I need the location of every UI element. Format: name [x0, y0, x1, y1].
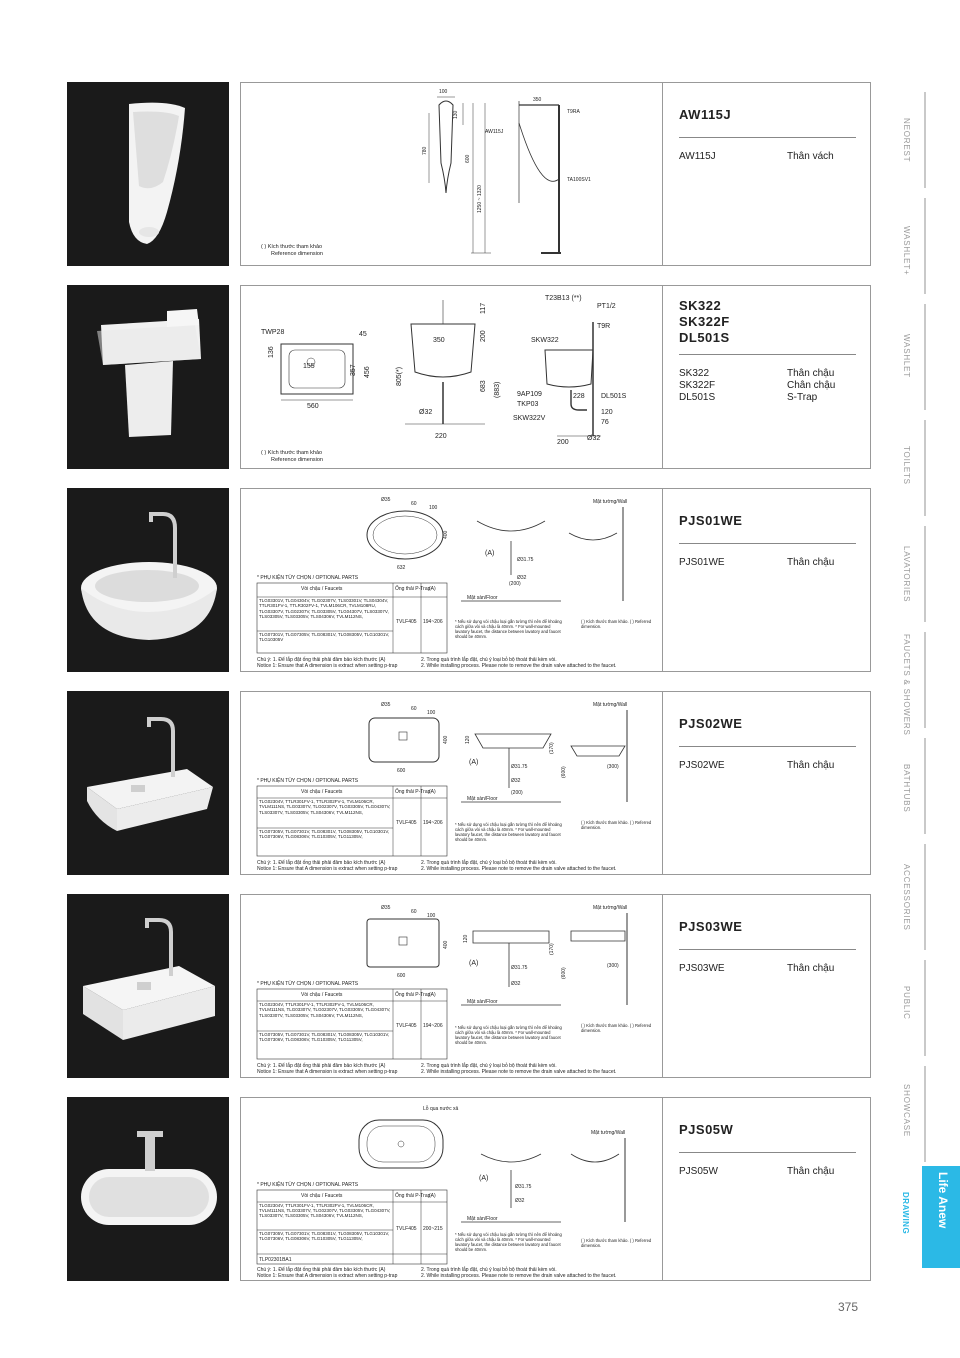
faucet-group-1: TLG02304V, TTLR301FV-1, TTLR302FV-1, TVLM106CR, TVLM111NS, TLG03307V, TLG02307V, TLG03305V, TLG04307V, TLS03307V, TLS03305V, TLS04306V, TVLM112NS, — [259, 1002, 391, 1018]
product-code: AW115J — [679, 107, 732, 122]
dim-label: (300) — [607, 764, 619, 770]
dim-label: 60 — [411, 706, 417, 712]
dim-label: Ø35 — [381, 497, 391, 503]
sidebar-tab-label: SHOWCASE — [902, 1084, 911, 1138]
model-desc: S-Trap — [787, 392, 818, 403]
notice2-en: 2. While installing process. Please note to remove the drain valve attached to the faucet. — [421, 1069, 617, 1075]
sidebar-divider — [924, 198, 926, 294]
notice2-vi: 2. Trong quá trình lắp đặt, chú ý loại bỏ bộ thoát thải kèm vòi. — [421, 1267, 557, 1273]
dim-label: Ø31.75 — [511, 965, 528, 971]
dim-label: 100 — [427, 913, 436, 919]
model-desc: Thân chậu — [787, 368, 835, 379]
model-desc: Thân vách — [787, 151, 834, 162]
faucet-group-3: TLP02301BA1 — [259, 1257, 292, 1263]
ref-note: ( ) Kích thước tham khảo — [261, 450, 323, 456]
ref-note: ( ) Kích thước tham khảo. ( ) Referred dimension. — [581, 619, 652, 629]
a-value: 194~206 — [423, 619, 443, 625]
wall-label: Mặt tường/Wall — [593, 702, 628, 708]
product-photo — [67, 894, 229, 1078]
notice-vi: Chú ý: 1. Để lắp đặt ống thải phải đảm bảo kích thước (A) — [257, 657, 386, 663]
model-name: AW115J — [679, 151, 716, 162]
dim-label: (300) — [607, 963, 619, 969]
model-name: SK322F — [679, 380, 716, 391]
dim-label: 780 — [422, 146, 428, 155]
part-label: 9AP109 — [517, 391, 542, 398]
dim-label: 120 — [601, 409, 613, 416]
technical-drawing — [240, 691, 720, 875]
product-row-sk322 — [67, 285, 871, 469]
divider — [679, 354, 856, 355]
sidebar-tab-label: WASHLET+ — [902, 226, 911, 276]
notice2-vi: 2. Trong quá trình lắp đặt, chú ý loại bỏ bộ thoát thải kèm vòi. — [421, 1063, 557, 1069]
wall-label: Mặt tường/Wall — [591, 1130, 626, 1136]
parts-title: * PHỤ KIỆN TÙY CHỌN / OPTIONAL PARTS — [257, 778, 359, 784]
sidebar-tab-label: WASHLET — [902, 334, 911, 378]
model-name: PJS03WE — [679, 963, 725, 974]
product-row-pjs05w — [67, 1097, 871, 1281]
notice-vi: Chú ý: 1. Để lắp đặt ống thải phải đảm bảo kích thước (A) — [257, 1267, 386, 1273]
mount-note: * Nếu sử dụng vòi chậu loại gắn tường thì nên để khoảng cách giữa vòi và chậu là 40mm. * For wall-mounted lavatory faucet, the distance between lavatory and faucet should be 40mm. — [455, 822, 562, 842]
dim-label: Ø32 — [511, 778, 521, 784]
sidebar-tab-label: PUBLIC — [902, 986, 911, 1020]
ptrap-value: TVLF405 — [396, 820, 417, 826]
a-value: 194~206 — [423, 820, 443, 826]
ref-note-en: Reference dimension — [271, 457, 323, 463]
sidebar-tab-label: TOILETS — [902, 446, 911, 485]
product-code: PJS05W — [679, 1122, 734, 1137]
technical-drawing — [240, 1097, 720, 1281]
divider — [679, 1152, 856, 1153]
part-label: SKW322V — [513, 415, 546, 422]
sidebar-divider — [924, 92, 926, 188]
notice-en: Notice 1: Ensure that A dimension is extract when setting p-trap — [257, 1069, 398, 1075]
dim-label: 76 — [601, 419, 609, 426]
sidebar-divider — [924, 526, 926, 622]
mount-note: * Nếu sử dụng vòi chậu loại gắn tường thì nên để khoảng cách giữa vòi và chậu là 40mm. * For wall-mounted lavatory faucet, the distance between lavatory and faucet should be 40mm. — [455, 619, 562, 639]
col-header: (A) — [429, 586, 436, 592]
ref-note: ( ) Kích thước tham khảo. ( ) Referred dimension. — [581, 1023, 652, 1033]
product-info — [662, 691, 871, 875]
faucet-group-1: TLG02304V, TTLR301FV-1, TTLR302FV-1, TVLM106CR, TVLM111NS, TLG03307V, TLG02307V, TLG03305V, TLG04307V, TLS03307V, TLS03305V, TLS04306V, TVLM112NS, — [259, 799, 391, 815]
dim-label: 100 — [427, 710, 436, 716]
part-label: Lỗ qua nước xả — [423, 1106, 459, 1112]
dim-label: (600) — [561, 766, 567, 778]
dim-label: (A) — [479, 1175, 489, 1182]
notice-vi: Chú ý: 1. Để lắp đặt ống thải phải đảm bảo kích thước (A) — [257, 860, 386, 866]
dim-label: 600 — [397, 973, 406, 979]
ref-note: ( ) Kích thước tham khảo. ( ) Referred dimension. — [581, 1238, 652, 1248]
product-code: PJS02WE — [679, 716, 743, 731]
sidebar-divider — [924, 960, 926, 1056]
notice-vi: Chú ý: 1. Để lắp đặt ống thải phải đảm bảo kích thước (A) — [257, 1063, 386, 1069]
model-desc: Chân chậu — [787, 380, 836, 391]
dim-label: 60 — [411, 501, 417, 507]
dim-label: 200 — [557, 439, 569, 446]
part-label: TA100SV1 — [567, 177, 591, 183]
dim-label: 120 — [465, 735, 471, 744]
divider — [679, 543, 856, 544]
faucet-group-1: TLG03301V, TLG04304V, TLG02307V, TLS03301V, TLS04304V, TTLR301FV-1, TTLR302FV-1, TVLM106CR, TVLM108RU, TLG03307V, TLG02307V, TLG03305V, TLG04307V, TLS03307V, TLS03305V, TLS03305V, TLS04306V, TVLM112NS, — [259, 598, 389, 620]
technical-drawing — [240, 488, 720, 672]
model-name: PJS05W — [679, 1166, 718, 1177]
model-desc: Thân chậu — [787, 760, 835, 771]
dim-label: 357 — [350, 364, 357, 376]
parts-title: * PHỤ KIỆN TÙY CHỌN / OPTIONAL PARTS — [257, 981, 359, 987]
dim-label: Ø31.75 — [517, 557, 534, 563]
wall-label: Mặt tường/Wall — [593, 499, 628, 505]
sidebar-tab-label: ACCESSORIES — [902, 864, 911, 931]
dim-label: Ø32 — [511, 981, 521, 987]
col-header: Ống thải P-Trap — [395, 789, 431, 795]
model-name: PJS02WE — [679, 760, 725, 771]
col-header: Vòi chậu / Faucets — [301, 586, 343, 592]
model-desc: Thân chậu — [787, 557, 835, 568]
floor-label: Mặt sàn/Floor — [467, 595, 498, 601]
divider — [679, 137, 856, 138]
mount-note: * Nếu sử dụng vòi chậu loại gắn tường thì nên để khoảng cách giữa vòi và chậu là 40mm. * For wall-mounted lavatory faucet, the distance between lavatory and faucet should be 40mm. — [455, 1232, 562, 1252]
part-label: TWP28 — [261, 329, 285, 336]
sidebar-divider — [924, 304, 926, 410]
dim-label: (A) — [469, 960, 479, 967]
dim-label: 350 — [533, 97, 542, 103]
product-info — [662, 894, 871, 1078]
part-label: T23B13 (**) — [545, 295, 582, 302]
dim-label: Ø31.75 — [511, 764, 528, 770]
product-photo — [67, 691, 229, 875]
sidebar-tab-label: BATHTUBS — [902, 764, 911, 813]
dim-label: Ø31.75 — [515, 1184, 532, 1190]
model-name: SK322 — [679, 368, 710, 379]
floor-label: Mặt sàn/Floor — [467, 796, 498, 802]
dim-label: 136 — [268, 346, 275, 358]
dim-label: 120 — [463, 934, 469, 943]
product-photo — [67, 285, 229, 469]
part-label: TKP03 — [517, 401, 539, 408]
dim-label: Ø32 — [419, 409, 433, 416]
dim-label: 130 — [453, 110, 459, 119]
sidebar-tab-label: LAVATORIES — [902, 546, 911, 603]
notice-en: Notice 1: Ensure that A dimension is extract when setting p-trap — [257, 866, 398, 872]
dim-label: 805(*) — [396, 366, 403, 386]
dim-label: 400 — [443, 530, 449, 539]
floor-label: Mặt sàn/Floor — [467, 999, 498, 1005]
col-header: Vòi chậu / Faucets — [301, 992, 343, 998]
wall-label: Mặt tường/Wall — [593, 905, 628, 911]
dim-label: Ø35 — [381, 702, 391, 708]
faucet-group-2: TLG07301V, TLG07305V, TLG08301V, TLG08305V, TLG10301V, TLG10305V — [259, 632, 390, 643]
col-header: Ống thải P-Trap — [395, 992, 431, 998]
part-label: T9R — [597, 323, 611, 330]
product-info — [662, 285, 871, 469]
dim-label: 560 — [307, 403, 319, 410]
floor-label: Mặt sàn/Floor — [467, 1216, 498, 1222]
product-info — [662, 1097, 871, 1281]
ptrap-value: TVLF405 — [396, 1226, 417, 1232]
product-row-pjs01we — [67, 488, 871, 672]
sidebar-divider — [924, 420, 926, 516]
sidebar-divider — [924, 844, 926, 950]
notice2-en: 2. While installing process. Please note to remove the drain valve attached to the faucet. — [421, 1273, 617, 1279]
dim-label: (200) — [511, 790, 523, 796]
parts-title: * PHỤ KIỆN TÙY CHỌN / OPTIONAL PARTS — [257, 575, 359, 581]
dim-label: (A) — [485, 550, 495, 557]
dim-label: 683 — [480, 380, 487, 392]
dim-label: 117 — [480, 302, 487, 314]
product-row-pjs02we — [67, 691, 871, 875]
ptrap-value: TVLF405 — [396, 619, 417, 625]
part-label: DL501S — [601, 393, 627, 400]
sidebar-tab-brand[interactable] — [922, 1166, 960, 1268]
dim-label: 1250 ~ 1320 — [477, 185, 483, 213]
product-photo — [67, 1097, 229, 1281]
dim-label: Ø32 — [515, 1198, 525, 1204]
product-info — [662, 82, 871, 266]
model-desc: Thân chậu — [787, 963, 835, 974]
sidebar-divider — [924, 738, 926, 834]
dim-label: 60 — [411, 909, 417, 915]
faucet-group-1: TLG02304V, TTLR301FV-1, TTLR302FV-1, TVLM106CR, TVLM111NS, TLG03307V, TLG02307V, TLG03305V, TLG04307V, TLS03307V, TLS03305V, TLS04306V, TVLM112NS, — [259, 1203, 391, 1219]
col-header: Ống thải P-Trap — [395, 1193, 431, 1199]
dim-label: 155 — [303, 363, 315, 370]
model-name: PJS01WE — [679, 557, 725, 568]
mount-note: * Nếu sử dụng vòi chậu loại gắn tường thì nên để khoảng cách giữa vòi và chậu là 40mm. * For wall-mounted lavatory faucet, the distance between lavatory and faucet should be 40mm. — [455, 1025, 562, 1045]
product-row-aw115j — [67, 82, 871, 266]
sidebar-divider — [924, 1066, 926, 1162]
dim-label: 600 — [465, 154, 471, 163]
a-value: 200~215 — [423, 1226, 443, 1232]
notice2-en: 2. While installing process. Please note to remove the drain valve attached to the faucet. — [421, 866, 617, 872]
dim-label: 45 — [359, 331, 367, 338]
dim-label: (A) — [469, 759, 479, 766]
sidebar-tab-label: FAUCETS & SHOWERS — [902, 634, 911, 736]
dim-label: (200) — [509, 581, 521, 587]
dim-label: 200 — [480, 330, 487, 342]
dim-label: 350 — [433, 337, 445, 344]
part-label: T9RA — [567, 109, 580, 115]
dim-label: Ø32 — [587, 435, 601, 442]
product-code: PJS01WE — [679, 513, 743, 528]
notice2-en: 2. While installing process. Please note to remove the drain valve attached to the faucet. — [421, 663, 617, 669]
brand-tab-label: Life Anew — [936, 1172, 950, 1229]
ref-note: ( ) Kích thước tham khảo. ( ) Referred dimension. — [581, 820, 652, 830]
product-row-pjs03we — [67, 894, 871, 1078]
col-header: (A) — [429, 789, 436, 795]
part-label: AW115J — [485, 129, 504, 135]
notice2-vi: 2. Trong quá trình lắp đặt, chú ý loại bỏ bộ thoát thải kèm vòi. — [421, 657, 557, 663]
page-number: 375 — [838, 1300, 859, 1314]
part-label: PT1/2 — [597, 303, 616, 310]
sidebar-tab-label: NEOREST — [902, 118, 911, 163]
divider — [679, 746, 856, 747]
col-header: Vòi chậu / Faucets — [301, 1193, 343, 1199]
part-label: SKW322 — [531, 337, 559, 344]
faucet-group-2: TLG07305V, TLG07301V, TLG08301V, TLG08305V, TLG10301V, TLG07306V, TLG08306V, TLG10305V, TLG11305V, — [259, 1231, 390, 1242]
dim-label: Ø32 — [517, 575, 527, 581]
notice2-vi: 2. Trong quá trình lắp đặt, chú ý loại bỏ bộ thoát thải kèm vòi. — [421, 860, 557, 866]
dim-label: 456 — [364, 366, 371, 378]
product-photo — [67, 488, 229, 672]
dim-label: 228 — [573, 393, 585, 400]
col-header: (A) — [429, 992, 436, 998]
ptrap-value: TVLF405 — [396, 1023, 417, 1029]
dim-label: 100 — [439, 89, 448, 95]
a-value: 194~206 — [423, 1023, 443, 1029]
col-header: (A) — [429, 1193, 436, 1199]
model-desc: Thân chậu — [787, 1166, 835, 1177]
parts-title: * PHỤ KIỆN TÙY CHỌN / OPTIONAL PARTS — [257, 1182, 359, 1188]
sidebar-tab-drawing[interactable]: DRAWING — [901, 1192, 910, 1235]
faucet-group-2: TLG07305V, TLG07301V, TLG08301V, TLG08305V, TLG10301V, TLG07306V, TLG08306V, TLG10305V, TLG11305V, — [259, 829, 390, 840]
notice-en: Notice 1: Ensure that A dimension is extract when setting p-trap — [257, 1273, 398, 1279]
product-photo — [67, 82, 229, 266]
col-header: Ống thải P-Trap — [395, 586, 431, 592]
divider — [679, 949, 856, 950]
product-info — [662, 488, 871, 672]
notice-en: Notice 1: Ensure that A dimension is extract when setting p-trap — [257, 663, 398, 669]
dim-label: (170) — [549, 742, 555, 754]
dim-label: 600 — [397, 768, 406, 774]
ref-note-en: Reference dimension — [271, 251, 323, 257]
product-code: PJS03WE — [679, 919, 743, 934]
dim-label: (883) — [494, 381, 501, 398]
product-code: SK322 SK322F DL501S — [679, 298, 730, 345]
technical-drawing — [240, 82, 720, 266]
dim-label: 220 — [435, 433, 447, 440]
sidebar-divider — [924, 632, 926, 728]
technical-drawing — [240, 894, 720, 1078]
dim-label: 100 — [429, 505, 438, 511]
dim-label: (600) — [561, 967, 567, 979]
dim-label: 400 — [443, 940, 449, 949]
model-name: DL501S — [679, 392, 716, 403]
dim-label: 400 — [443, 735, 449, 744]
dim-label: Ø35 — [381, 905, 391, 911]
dim-label: (170) — [549, 943, 555, 955]
faucet-group-2: TLG07305V, TLG07301V, TLG08301V, TLG08305V, TLG10301V, TLG07306V, TLG08306V, TLG10305V, TLG11305V, — [259, 1032, 390, 1043]
dim-label: 632 — [397, 565, 406, 571]
col-header: Vòi chậu / Faucets — [301, 789, 343, 795]
technical-drawing — [240, 285, 720, 469]
ref-note: ( ) Kích thước tham khảo — [261, 244, 323, 250]
